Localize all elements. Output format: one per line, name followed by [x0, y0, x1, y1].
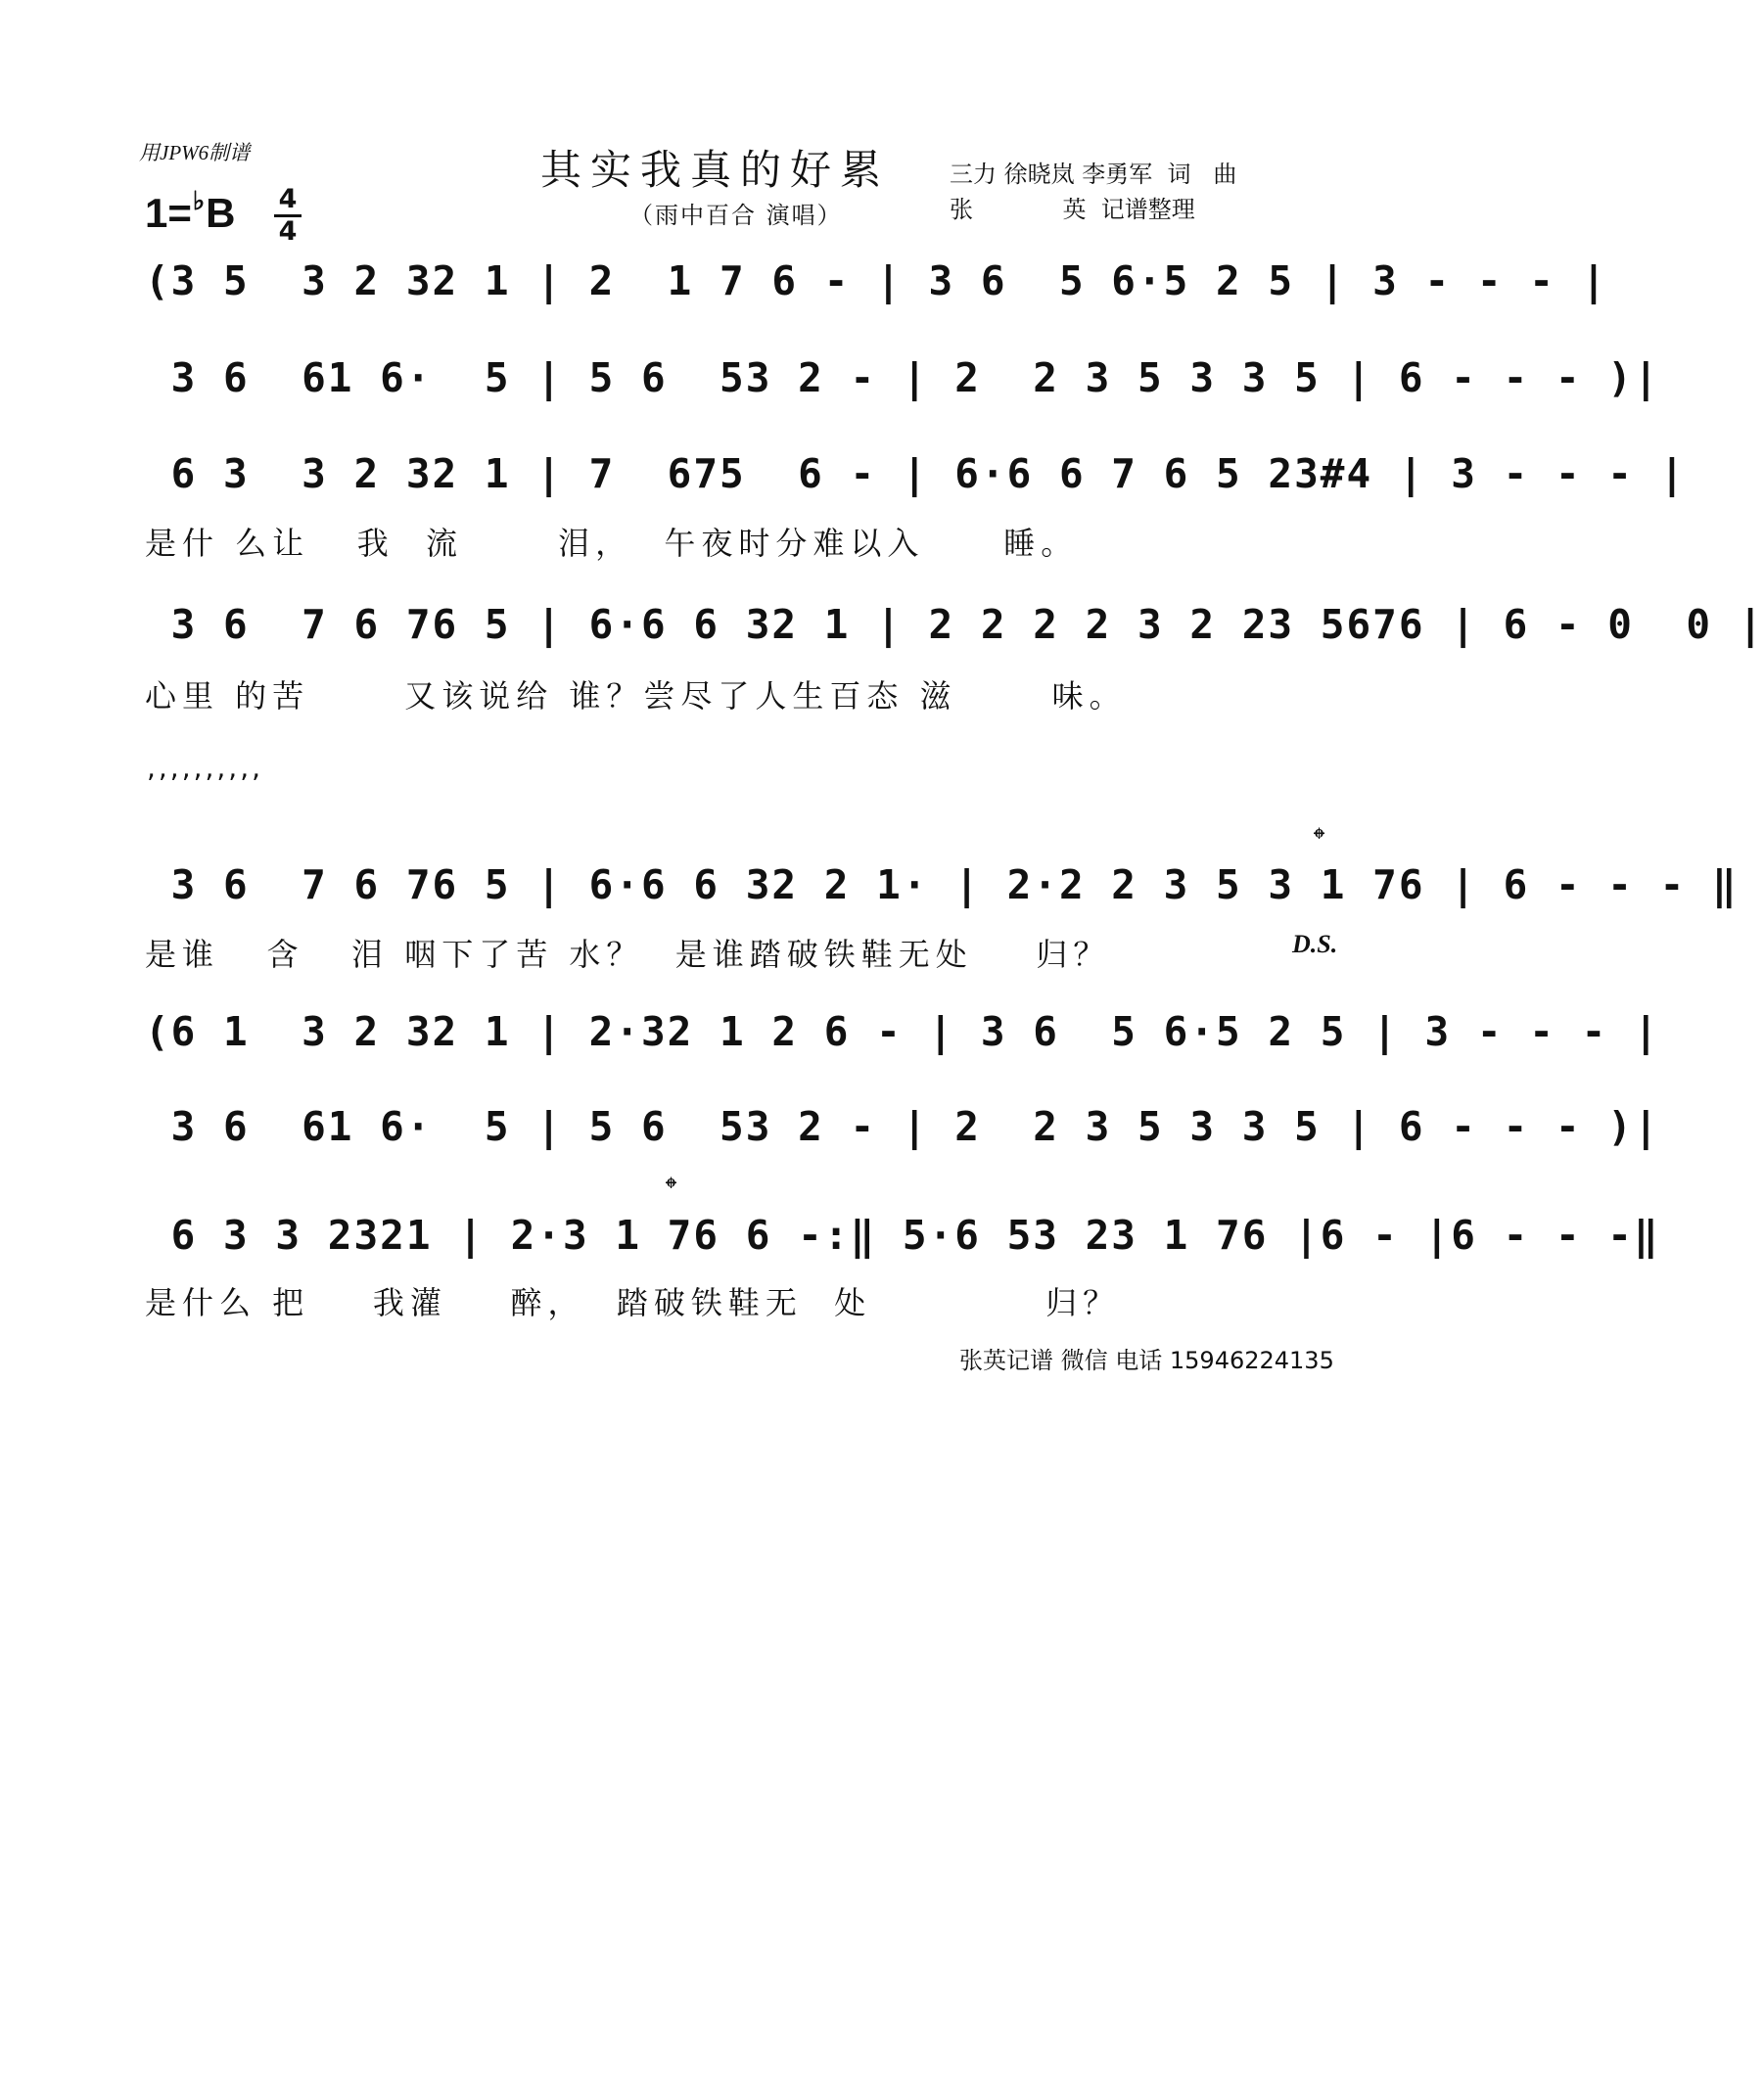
notes-line-4: 3 6 7 6 76 5 | 6·6 6 32 1 | 2 2 2 2 3 2 23 5676 | 6 - 0 0 |	[145, 601, 1764, 648]
lyric-line-5: 是谁 含 泪 咽下了苦 水？ 是谁踏破铁鞋无处 归？	[145, 936, 1111, 973]
score-line-8	[0, 1212, 1660, 1321]
score-line-6	[0, 1008, 1660, 1106]
time-bottom: 4	[278, 216, 298, 247]
notes-line-2: 3 6 61 6· 5 | 5 6 53 2 - | 2 2 3 5 3 3 5 | 6 - - - )|	[145, 354, 1660, 401]
score-line-2	[0, 354, 1660, 452]
credits	[950, 157, 1236, 227]
song-title: 其实我真的好累	[540, 146, 891, 194]
key-label: 1=	[145, 190, 192, 236]
score-line-7	[0, 1103, 1660, 1201]
coda-sign-icon-2: 𝄌	[666, 1170, 677, 1207]
notes-line-6: (6 1 3 2 32 1 | 2·32 1 2 6 - | 3 6 5 6·5 2 5 | 3 - - - |	[145, 1008, 1660, 1055]
notes-line-1: (3 5 3 2 32 1 | 2 1 7 6 - | 3 6 5 6·5 2 5 | 3 - - - |	[145, 257, 1608, 304]
ds-marking: D.S.	[1292, 930, 1338, 958]
credits-transcriber: 张 英 记谱整理	[950, 196, 1195, 223]
key-note: B	[206, 190, 236, 236]
software-note: 用JPW6制谱	[139, 141, 251, 164]
lyric-line-3: 是什 么让 我 流 泪， 午夜时分难以入 睡。	[145, 525, 1079, 562]
coda-sign-icon: 𝄌	[1314, 820, 1325, 857]
breath-marks: ,,,,,,,,,,	[147, 752, 264, 784]
flat-icon: ♭	[192, 186, 206, 215]
footer-contact: 张英记谱 微信 电话 15946224135	[959, 1347, 1334, 1374]
lyric-line-4: 心里 的苦 又该说给 谁？尝尽了人生百态 滋 味。	[145, 677, 1127, 715]
notes-line-7: 3 6 61 6· 5 | 5 6 53 2 - | 2 2 3 5 3 3 5 | 6 - - - )|	[145, 1103, 1660, 1150]
performer-line: （雨中百合 演唱）	[629, 202, 843, 229]
score-line-4	[0, 601, 1764, 715]
notes-line-3: 6 3 3 2 32 1 | 7 675 6 - | 6·6 6 7 6 5 23#4 | 3 - - - |	[145, 450, 1687, 497]
score-line-1	[0, 257, 1608, 355]
credits-composers: 三力 徐晓岚 李勇军 词 曲	[950, 161, 1237, 188]
key-signature	[145, 186, 236, 237]
time-top: 4	[278, 184, 298, 214]
score-line-5	[0, 861, 1739, 973]
notes-line-8: 6 3 3 2321 | 2·3 1 76 6 -:‖ 5·6 53 23 1 76 |6 - |6 - - -‖	[145, 1212, 1660, 1259]
time-signature	[274, 186, 302, 246]
notes-line-5: 3 6 7 6 76 5 | 6·6 6 32 2 1· | 2·2 2 3 5 3 1 76 | 6 - - - ‖	[145, 861, 1739, 908]
score-line-3	[0, 450, 1687, 562]
lyric-line-8: 是什么 把 我灌 醉， 踏破铁鞋无 处 归？	[145, 1284, 1121, 1321]
